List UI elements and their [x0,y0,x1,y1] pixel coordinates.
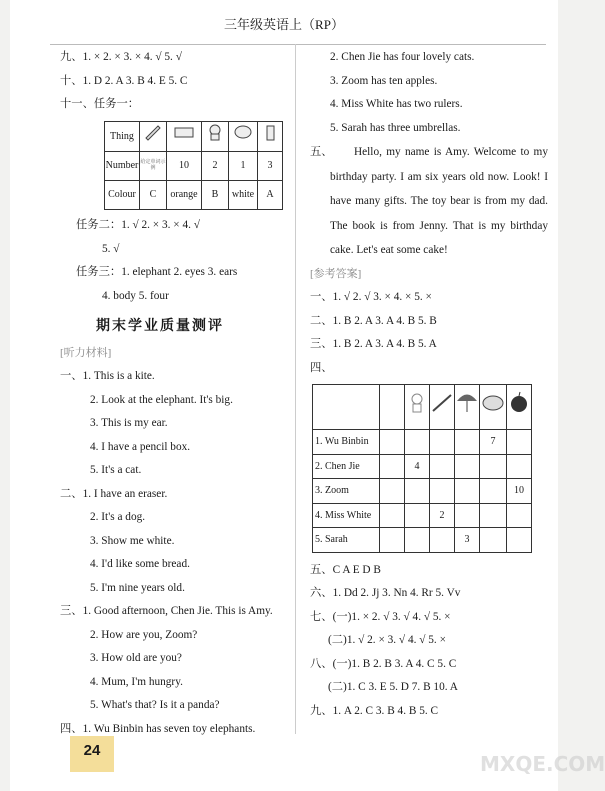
answer-line: 九、1. × 2. × 3. × 4. √ 5. √ [60,51,182,63]
transcript-line: 4. Mum, I'm hungry. [90,675,183,688]
answer-line: 七、(一)1. × 2. √ 3. √ 4. √ 5. × [310,610,451,623]
answer-line: (二)1. C 3. E 5. D 7. B 10. A [328,681,458,694]
table-cell: Thing [105,121,140,152]
table-cell [507,528,532,553]
transcript-line: 2. How are you, Zoom? [90,628,198,641]
answer-line: 九、1. A 2. C 3. B 4. B 5. C [310,704,439,717]
table-row-label: 3. Zoom [313,479,380,504]
transcript-line: 5. What's that? Is it a panda? [90,699,220,711]
table-cell [480,454,507,479]
table-cell: 7 [480,430,507,455]
page [10,0,605,791]
table-cell [405,528,430,553]
table-cell: 给定单词示例 [140,152,167,181]
table-cell [380,454,405,479]
reference-answer-tag: [参考答案] [310,267,362,280]
table-cell: 3 [455,528,480,553]
section-label: 五、 [310,146,333,158]
transcript-line: 4. I have a pencil box. [90,440,191,453]
table-cell: B [202,181,229,210]
table-cell [480,528,507,553]
table-cell [405,479,430,504]
umbrella-icon [455,385,480,430]
answer-line: 一、1. √ 2. √ 3. × 4. × 5. × [310,291,432,304]
elephant-icon [480,385,507,430]
table-cell: orange [167,181,202,210]
apple-icon [507,385,532,430]
answer-line: (二)1. √ 2. × 3. √ 4. √ 5. × [328,634,446,647]
table-cell [430,430,455,455]
table-cell [430,479,455,504]
transcript-line: 3. This is my ear. [90,417,168,429]
table-cell [380,503,405,528]
owners-table [312,384,532,553]
transcript-line: 2. Look at the elephant. It's big. [90,393,233,406]
table-cell [430,454,455,479]
page-header: 三年级英语上（RP） [224,17,344,32]
transcript-line: 4. I'd like some bread. [90,558,190,570]
transcript-line: 三、1. Good afternoon, Chen Jie. This is Amy. [60,605,273,617]
answer-line: 三、1. B 2. A 3. A 4. B 5. A [310,338,437,351]
table-cell: 3 [258,152,283,181]
table-cell: Colour [105,181,140,210]
transcript-line: 一、1. This is a kite. [60,370,155,382]
table-cell: 10 [167,152,202,181]
transcript-line: 3. How old are you? [90,652,182,664]
pencil-icon [140,121,167,152]
answer-line: 任务三：1. elephant 2. eyes 3. ears [76,266,238,278]
table-cell: 2 [202,152,229,181]
table-row-label: 1. Wu Binbin [313,430,380,455]
table-cell [405,503,430,528]
table-cell [405,430,430,455]
eraser-icon [167,121,202,152]
answer-line: 4. body 5. four [102,289,169,302]
table-cell: A [258,181,283,210]
section-title: 期末学业质量测评 [96,317,224,333]
right-column [300,46,548,723]
elephant-icon [229,121,258,152]
table-cell [480,479,507,504]
transcript-line: 3. Zoom has ten apples. [330,74,438,87]
bottle-icon [258,121,283,152]
answer-line: 四、 [310,361,333,374]
answer-line: 八、(一)1. B 2. B 3. A 4. C 5. C [310,657,457,670]
table-cell [455,454,480,479]
table-cell [455,430,480,455]
answer-line: 六、1. Dd 2. Jj 3. Nn 4. Rr 5. Vv [310,587,461,600]
table-cell [380,479,405,504]
transcript-line: 5. I'm nine years old. [90,581,185,594]
transcript-line: 4. Miss White has two rulers. [330,98,463,110]
table-cell: C [140,181,167,210]
table-cell: 4 [405,454,430,479]
ruler-icon [430,385,455,430]
table-cell: 1 [229,152,258,181]
transcript-line: 5. Sarah has three umbrellas. [330,121,461,134]
table-row-label: 4. Miss White [313,503,380,528]
answer-line: 十一、任务一： [60,98,140,110]
listening-tag: [听力材料] [60,346,112,359]
table-cell [507,503,532,528]
watermark: MXQE.COM [480,752,605,776]
things-table [104,121,283,211]
left-column [60,46,292,741]
table-cell [313,385,380,430]
table-cell: 2 [430,503,455,528]
table-cell [507,454,532,479]
transcript-line: 3. Show me white. [90,534,175,547]
answer-line: 5. √ [102,242,120,255]
table-cell: white [229,181,258,210]
table-cell [380,430,405,455]
table-cell [430,528,455,553]
answer-line: 五、C A E D B [310,563,381,576]
table-cell: 10 [507,479,532,504]
table-cell [507,430,532,455]
column-divider [295,44,296,734]
cat-icon [405,385,430,430]
page-number: 24 [70,736,114,772]
transcript-line: 5. It's a cat. [90,464,142,476]
transcript-line: 2. It's a dog. [90,511,146,523]
header-rule [50,44,546,45]
table-row-label: 2. Chen Jie [313,454,380,479]
passage-block [300,140,548,263]
table-cell [455,503,480,528]
transcript-line: 二、1. I have an eraser. [60,487,168,500]
table-cell [480,503,507,528]
transcript-line: 四、1. Wu Binbin has seven toy elephants. [60,722,256,735]
table-cell: Number [105,152,140,181]
table-cell [380,385,405,430]
table-cell [380,528,405,553]
passage-text: Hello, my name is Amy. Welcome to my birthday party. I am six years old now. Look! I have many gifts. The toy bear is from my dad. The book is from Jenny. That is my birthday cake. Let's eat some cake! [330,146,548,257]
answer-line: 二、1. B 2. A 3. A 4. B 5. B [310,314,437,327]
answer-line: 任务二：1. √ 2. × 3. × 4. √ [76,219,200,231]
bear-icon [202,121,229,152]
table-row-label: 5. Sarah [313,528,380,553]
transcript-line: 2. Chen Jie has four lovely cats. [330,51,475,63]
table-cell [455,479,480,504]
answer-line: 十、1. D 2. A 3. B 4. E 5. C [60,74,188,87]
